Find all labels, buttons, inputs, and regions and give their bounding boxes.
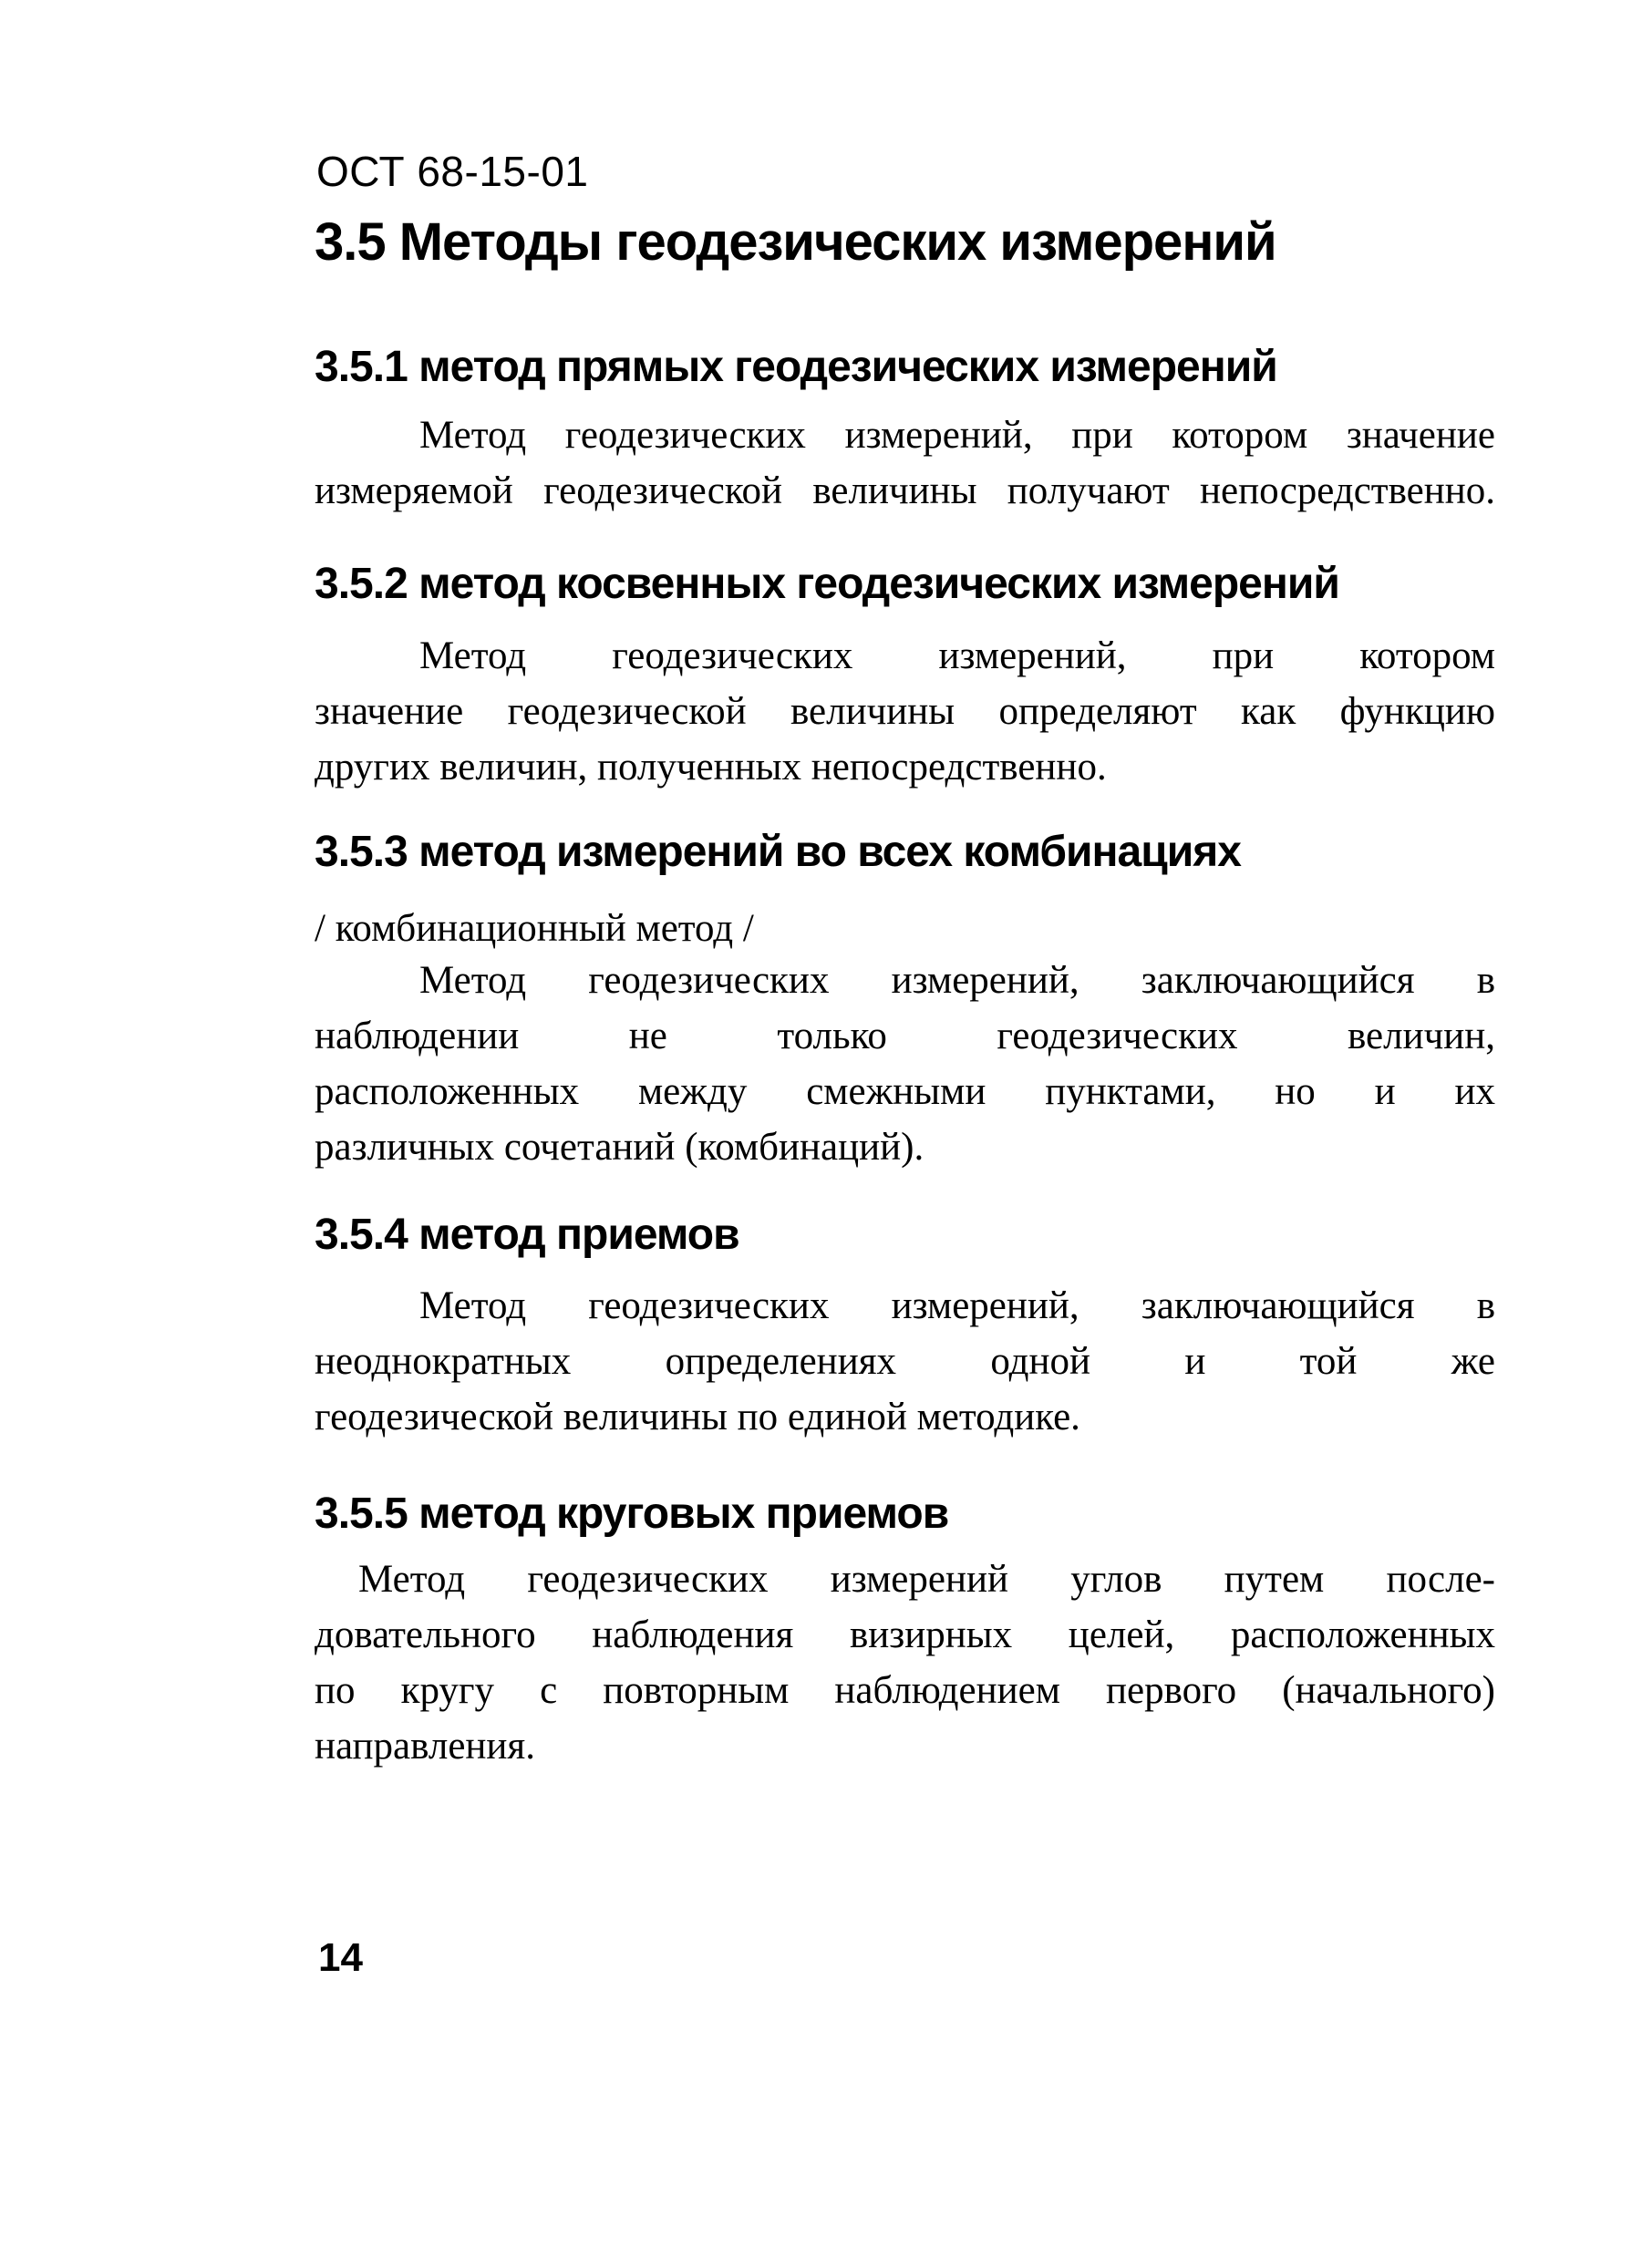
paragraph-line: неоднократных определениях одной и той же [315,1340,1495,1383]
section-body-3-5-2 [315,628,1495,795]
paragraph-line: Метод геодезических измерений, при котором значение [419,414,1495,457]
section-body-3-5-5 [315,1552,1495,1774]
variant-term-label: / комбинационный метод / [315,907,754,950]
paragraph-line: расположенных между смежными пунктами, но и их [315,1070,1495,1113]
section-body-3-5-4 [315,1278,1495,1445]
section-heading-3-5-1: 3.5.1 метод прямых геодезических измерений [315,343,1277,391]
page-number: 14 [318,1935,363,1980]
paragraph-line: различных сочетаний (комбинаций). [315,1126,924,1169]
paragraph-line: Метод геодезических измерений углов путем после- [358,1558,1495,1601]
section-heading-3-5-4: 3.5.4 метод приемов [315,1211,739,1259]
paragraph-line: наблюдении не только геодезических величин, [315,1015,1495,1057]
paragraph-line: геодезической величины по единой методике. [315,1396,1080,1438]
paragraph-line: Метод геодезических измерений, при котором [419,634,1495,677]
paragraph-line: измеряемой геодезической величины получают непосредственно. [315,469,1495,512]
section-body-3-5-3 [315,953,1495,1175]
paragraph-line: значение геодезической величины определяют как функцию [315,690,1495,733]
paragraph-line: других величин, полученных непосредственно. [315,746,1107,789]
section-body-3-5-1 [315,407,1495,519]
section-heading-3-5-5: 3.5.5 метод круговых приемов [315,1490,949,1538]
paragraph-line: по кругу с повторным наблюдением первого (начального) [315,1669,1495,1712]
doc-code: ОСТ 68-15-01 [316,148,589,195]
paragraph-line: Метод геодезических измерений, заключающийся в [419,959,1495,1002]
paragraph-line: Метод геодезических измерений, заключающийся в [419,1284,1495,1327]
section-heading-3-5-2: 3.5.2 метод косвенных геодезических измерений [315,560,1339,608]
paragraph-line: направления. [315,1725,535,1768]
page-title: 3.5 Методы геодезических измерений [315,212,1276,272]
section-heading-3-5-3: 3.5.3 метод измерений во всех комбинациях [315,828,1241,876]
paragraph-line: довательного наблюдения визирных целей, расположенных [315,1613,1495,1656]
